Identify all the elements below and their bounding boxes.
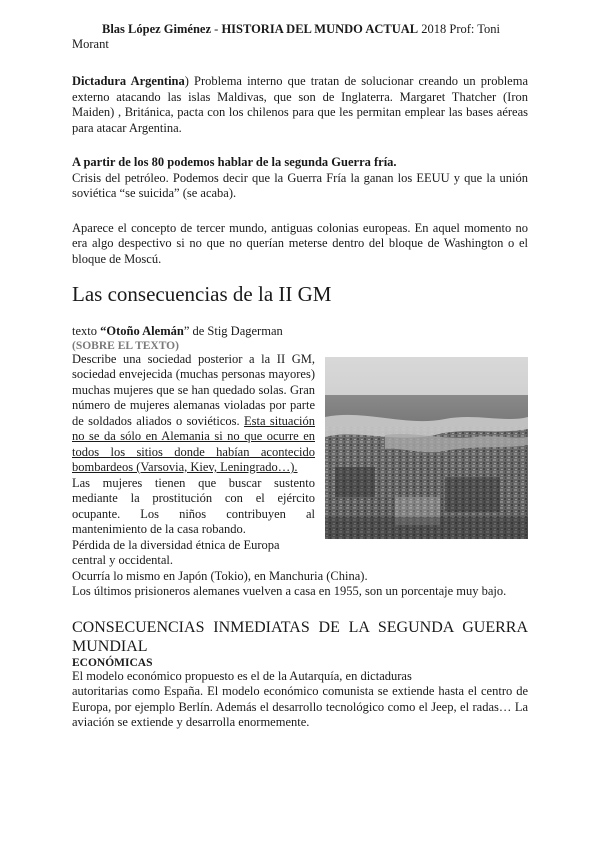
document-page <box>72 22 528 731</box>
line-prisioneros: Los últimos prisioneros alemanes vuelven a casa en 1955, son un porcentaje muy bajo. <box>72 584 507 598</box>
page-header <box>72 22 528 52</box>
header-separator: - <box>211 22 222 36</box>
texto-mujeres: Las mujeres tienen que buscar sustento mediante la prostitución con el ejército ocupante. Los niños contribuyen al mantenimiento de la casa robando. <box>72 475 315 536</box>
texto-suffix: ” de Stig Dagerman <box>183 324 283 338</box>
line-diversidad: Pérdida de la diversidad étnica de Europa central y occidental. <box>72 537 280 567</box>
econ-body: autoritarias como España. El modelo económico comunista se extiende hasta el centro de Europa, por ejemplo Berlín. Además el desarrollo tecnológico como el Jeep, el radas… La aviación se extiende y desarrolla enormemente. <box>72 684 528 729</box>
econ-line1: El modelo económico propuesto es el de la Autarquía, en dictaduras <box>72 668 412 683</box>
section-title-inmediatas: CONSECUENCIAS INMEDIATAS DE LA SEGUNDA GUERRA MUNDIAL <box>72 618 528 655</box>
line-japon: Ocurría lo mismo en Japón (Tokio), en Manchuria (China). <box>72 568 368 583</box>
texto-reference <box>72 324 528 340</box>
paragraph-tercer-mundo: Aparece el concepto de tercer mundo, antiguas colonias europeas. En aquel momento no era algo despectivo si no que no querían meterse dentro del bloque de Washington o el bloque de Moscú. <box>72 220 528 266</box>
texto-summary-text: Describe una sociedad posterior a la II GM, sociedad envejecida (muchas personas mayores) muchas mujeres que se han quedado solas. Gran número de mujeres alemanas violadas por parte de soldados aliados o soviéticos. <box>72 351 315 428</box>
sobre-el-texto-label: (SOBRE EL TEXTO) <box>72 339 179 352</box>
texto-prefix: texto <box>72 324 101 338</box>
paragraph-dictadura <box>72 74 528 136</box>
texto-summary-underlined: Esta situación no se da sólo en Alemania si no que ocurre en todos los sitios donde habían acontecido bombardeos (Varsovia, Kiev, Leningrado…). <box>72 413 316 474</box>
header-course: HISTORIA DEL MUNDO ACTUAL <box>221 22 419 36</box>
header-year-prof: 2018 Prof: Toni <box>418 22 501 36</box>
paragraph-guerra-fria-text: Crisis del petróleo. Podemos decir que la Guerra Fría la ganan los EEUU y que la unión soviética “se suicida” (se acaba). <box>72 170 528 200</box>
header-author: Blas López Giménez <box>102 22 212 36</box>
paragraph-dictadura-bold: Dictadura Argentina <box>72 74 185 88</box>
texto-title: “Otoño Alemán <box>100 324 184 338</box>
header-line2: Morant <box>72 37 109 51</box>
subtitle-economicas: ECONÓMICAS <box>72 656 153 669</box>
paragraph-guerra-fria <box>72 155 528 202</box>
paragraph-guerra-fria-bold: A partir de los 80 podemos hablar de la segunda Guerra fría. <box>72 155 397 169</box>
section-title-consecuencias: Las consecuencias de la II GM <box>72 282 332 306</box>
paragraph-dictadura-text: ) Problema interno que tratan de solucionar creando un problema externo atacando las islas Maldivas, que son de Inglaterra. Margaret Thatcher (Iron Maiden) , Británica, pacta con los chilenos para que les permitan emplear las bases aéreas para atacar Argentina. <box>72 74 528 135</box>
bombed-city-photo <box>325 357 528 539</box>
